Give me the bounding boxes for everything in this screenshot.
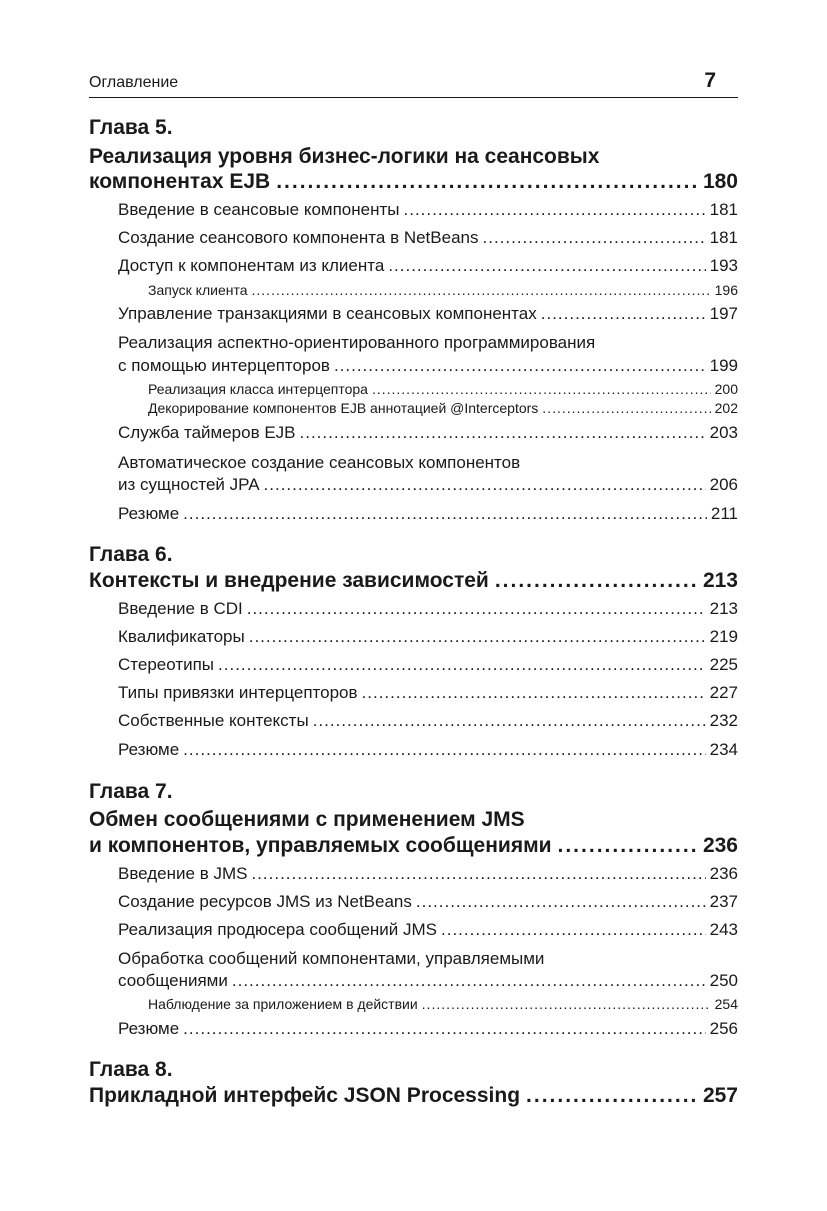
subentry-page: 196 [714,282,738,298]
toc-entry[interactable] [118,711,738,731]
toc-entry[interactable] [118,423,738,443]
entry-label: Стереотипы [118,655,215,674]
leader-dots [183,740,705,760]
entry-page: 206 [709,475,738,494]
entry-page: 193 [709,256,738,275]
page-header [89,64,738,98]
entry-page: 181 [709,200,738,219]
subentry-label: Декорирование компонентов EJB аннотацией @Interceptors [148,400,539,416]
subentry-label: Наблюдение за приложением в действии [148,996,418,1012]
leader-dots [388,256,705,276]
leader-dots [441,920,706,940]
toc-entry-line1[interactable]: Реализация аспектно-ориентированного программирования [118,333,596,352]
chapter-6-label: Глава 6. [89,543,173,566]
leader-dots [247,599,706,619]
leader-dots [422,996,711,1012]
chapter-7-page: 236 [702,834,738,857]
chapter-6-title-row[interactable] [89,569,738,593]
chapter-5-title-row[interactable] [89,170,738,194]
leader-dots [334,356,706,376]
leader-dots [300,423,706,443]
subentry-label: Реализация класса интерцептора [148,381,368,397]
chapter-7-label: Глава 7. [89,780,173,803]
entry-page: 181 [709,228,738,247]
subentry-label: Запуск клиента [148,282,248,298]
entry-label: Типы привязки интерцепторов [118,683,358,702]
entry-label: Введение в CDI [118,599,243,618]
chapter-5-label: Глава 5. [89,116,173,139]
leader-dots [264,475,706,495]
leader-dots [276,170,697,194]
subentry-page: 254 [714,996,738,1012]
entry-page: 236 [709,864,738,883]
leader-dots [372,381,711,397]
chapter-7-title-line1: Обмен сообщениями с применением JMS [89,808,525,831]
chapter-6-page: 213 [702,569,738,592]
entry-label: Создание сеансового компонента в NetBeans [118,228,479,247]
subentry-page: 202 [714,400,738,416]
entry-label: Введение в сеансовые компоненты [118,200,400,219]
chapter-6-title: Контексты и внедрение зависимостей [89,569,489,592]
toc-entry[interactable] [118,256,738,276]
entry-label: Собственные контексты [118,711,309,730]
toc-entry-line1[interactable]: Автоматическое создание сеансовых компонентов [118,453,521,472]
toc-entry[interactable] [118,599,738,619]
toc-entry[interactable] [118,200,738,220]
entry-label: с помощью интерцепторов [118,356,330,375]
entry-page: 197 [709,304,738,323]
entry-page: 225 [709,655,738,674]
chapter-8-title-row[interactable] [89,1084,738,1108]
toc-entry[interactable] [118,228,738,248]
entry-label: сообщениями [118,971,228,990]
entry-page: 237 [709,892,738,911]
leader-dots [541,304,706,324]
leader-dots [542,400,710,416]
toc-entry[interactable] [118,864,738,884]
entry-label: Резюме [118,504,180,523]
toc-subentry[interactable] [148,282,738,298]
leader-dots [558,834,697,858]
leader-dots [362,683,706,703]
toc-entry[interactable] [118,920,738,940]
leader-dots [313,711,706,731]
toc-entry[interactable] [118,356,738,376]
subentry-page: 200 [714,381,738,397]
entry-label: Управление транзакциями в сеансовых компонентах [118,304,537,323]
chapter-5-title-line1: Реализация уровня бизнес-логики на сеансовых [89,145,600,168]
toc-subentry[interactable] [148,996,738,1012]
entry-page: 234 [709,740,738,759]
entry-page: 243 [709,920,738,939]
leader-dots [526,1084,697,1108]
entry-label: Квалификаторы [118,627,245,646]
toc-subentry[interactable] [148,400,738,416]
leader-dots [404,200,706,220]
toc-subentry[interactable] [148,381,738,397]
toc-entry[interactable] [118,892,738,912]
chapter-8-page: 257 [702,1084,738,1107]
entry-page: 250 [709,971,738,990]
leader-dots [416,892,706,912]
toc-entry[interactable] [118,627,738,647]
page-number: 7 [704,69,716,92]
leader-dots [495,569,697,593]
entry-label: Введение в JMS [118,864,248,883]
entry-label: Доступ к компонентам из клиента [118,256,385,275]
entry-page: 219 [709,627,738,646]
entry-page: 256 [709,1019,738,1038]
entry-page: 232 [709,711,738,730]
toc-entry[interactable] [118,740,738,760]
leader-dots [183,504,707,524]
toc-entry[interactable] [118,971,738,991]
toc-entry[interactable] [118,504,738,524]
chapter-5-page: 180 [702,170,738,193]
entry-label: Создание ресурсов JMS из NetBeans [118,892,412,911]
leader-dots [218,655,706,675]
entry-page: 203 [709,423,738,442]
toc-entry-line1[interactable]: Обработка сообщений компонентами, управляемыми [118,949,545,968]
chapter-7-title-line2: и компонентов, управляемых сообщениями [89,834,552,857]
chapter-7-title-row[interactable] [89,834,738,858]
running-title: Оглавление [89,74,179,91]
leader-dots [232,971,706,991]
entry-label: Резюме [118,1019,180,1038]
entry-label: Резюме [118,740,180,759]
leader-dots [249,627,706,647]
leader-dots [252,282,711,298]
toc-entry[interactable] [118,475,738,495]
chapter-5-title-line2: компонентах EJB [89,170,271,193]
entry-page: 211 [710,504,738,523]
leader-dots [183,1019,705,1039]
chapter-8-label: Глава 8. [89,1058,173,1081]
toc-entry[interactable] [118,304,738,324]
chapter-8-title: Прикладной интерфейс JSON Processing [89,1084,521,1107]
leader-dots [251,864,705,884]
entry-label: Реализация продюсера сообщений JMS [118,920,438,939]
entry-page: 213 [709,599,738,618]
entry-label: Служба таймеров EJB [118,423,296,442]
entry-label: из сущностей JPA [118,475,260,494]
toc-entry[interactable] [118,683,738,703]
toc-entry[interactable] [118,655,738,675]
entry-page: 199 [709,356,738,375]
toc-entry[interactable] [118,1019,738,1039]
entry-page: 227 [709,683,738,702]
leader-dots [483,228,706,248]
